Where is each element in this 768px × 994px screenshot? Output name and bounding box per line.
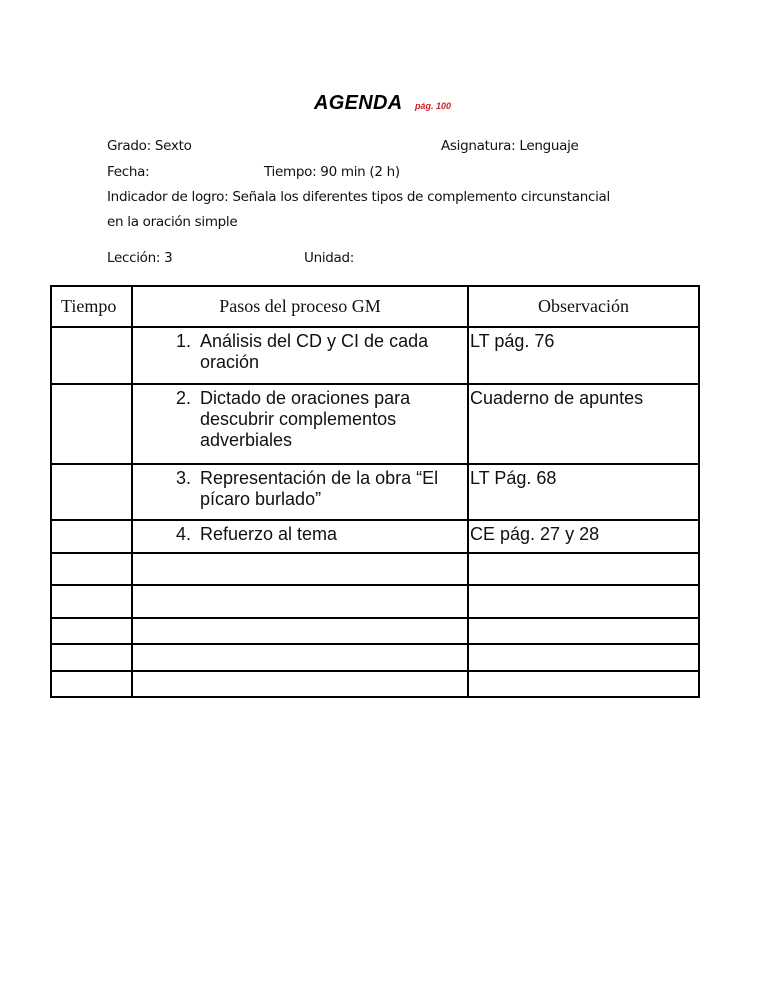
unidad-label: Unidad: (304, 250, 355, 266)
indicador-line-1: Indicador de logro: Señala los diferentes tipos de complemento circunstancial (107, 189, 610, 205)
step-number: 1. (176, 331, 192, 351)
paso-cell (132, 464, 468, 520)
paso-cell (132, 384, 468, 464)
tiempo-cell (51, 553, 132, 585)
tiempo-cell (51, 464, 132, 520)
table-row (51, 384, 699, 464)
step-number: 2. (176, 388, 192, 408)
indicador-line-2: en la oración simple (107, 214, 238, 230)
agenda-table (50, 285, 700, 698)
column-header-observacion: Observación (468, 286, 699, 327)
step-text: Representación de la obra “El pícaro burlado” (200, 468, 439, 509)
step-number: 3. (176, 468, 192, 488)
leccion-label: Lección: 3 (107, 250, 173, 266)
observacion-text: LT Pág. 68 (470, 468, 557, 488)
observacion-cell (468, 384, 699, 464)
tiempo-cell (51, 520, 132, 553)
paso-cell (132, 618, 468, 644)
agenda-header (314, 92, 451, 115)
paso-cell (132, 585, 468, 618)
paso-cell (132, 671, 468, 697)
column-header-pasos: Pasos del proceso GM (132, 286, 468, 327)
tiempo-cell (51, 384, 132, 464)
tiempo-cell (51, 585, 132, 618)
tiempo-cell (51, 618, 132, 644)
table-row (51, 671, 699, 697)
step-text: Refuerzo al tema (200, 524, 338, 544)
observacion-text: Cuaderno de apuntes (470, 388, 644, 408)
step-text: Dictado de oraciones para descubrir complementos adverbiales (200, 388, 411, 450)
tiempo-cell (51, 671, 132, 697)
step-text: Análisis del CD y CI de cada oración (200, 331, 429, 372)
fecha-label: Fecha: (107, 164, 150, 180)
table-row (51, 327, 699, 384)
table-row (51, 644, 699, 671)
tiempo-cell (51, 327, 132, 384)
asignatura-label: Asignatura: Lenguaje (441, 138, 579, 154)
paso-cell (132, 327, 468, 384)
observacion-cell (468, 464, 699, 520)
paso-cell (132, 553, 468, 585)
table-row (51, 464, 699, 520)
observacion-cell (468, 618, 699, 644)
table-row (51, 618, 699, 644)
page-reference: pág. 100 (414, 101, 451, 111)
grado-label: Grado: Sexto (107, 138, 192, 154)
table-header-row (51, 286, 699, 327)
tiempo-label: Tiempo: 90 min (2 h) (264, 164, 400, 180)
table-row (51, 520, 699, 553)
step-number: 4. (176, 524, 192, 544)
observacion-cell (468, 644, 699, 671)
observacion-cell (468, 520, 699, 553)
paso-cell (132, 644, 468, 671)
page-title: AGENDA (314, 92, 403, 114)
observacion-text: CE pág. 27 y 28 (470, 524, 600, 544)
paso-cell (132, 520, 468, 553)
tiempo-cell (51, 644, 132, 671)
observacion-text: LT pág. 76 (470, 331, 555, 351)
observacion-cell (468, 585, 699, 618)
observacion-cell (468, 553, 699, 585)
observacion-cell (468, 327, 699, 384)
table-row (51, 553, 699, 585)
table-row (51, 585, 699, 618)
column-header-tiempo: Tiempo (51, 286, 132, 327)
observacion-cell (468, 671, 699, 697)
